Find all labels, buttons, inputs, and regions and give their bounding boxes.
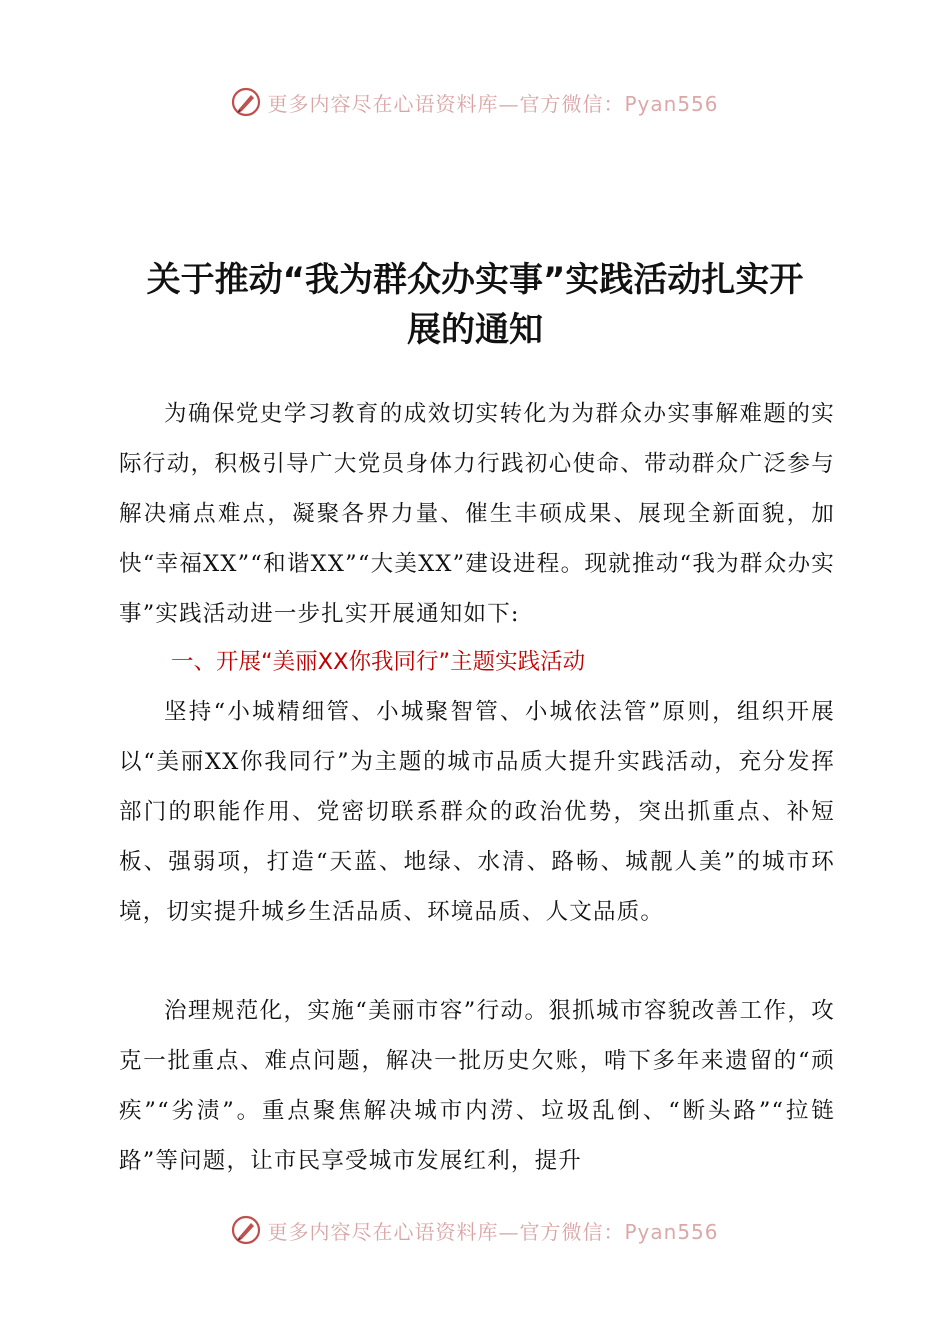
title-line-2: 展的通知 bbox=[407, 310, 543, 350]
watermark-text: 更多内容尽在心语资料库—官方微信：Pyan556 bbox=[267, 91, 719, 116]
title-line-1: 关于推动“我为群众办实事”实践活动扎实开 bbox=[146, 260, 804, 300]
footer-watermark bbox=[0, 1210, 950, 1250]
paragraph-principle: 坚持“小城精细管、小城聚智管、小城依法管”原则，组织开展以“美丽XX你我同行”为主题的城市品质大提升实践活动，充分发挥部门的职能作用、党密切联系群众的政治优势，突出抓重点、补短板、强弱项，打造“天蓝、地绿、水清、路畅、城靓人美”的城市环境，切实提升城乡生活品质、环境品质、人文品质。 bbox=[119, 699, 835, 925]
paragraph-intro: 为确保党史学习教育的成效切实转化为为群众办实事解难题的实际行动，积极引导广大党员身体力行践初心使命、带动群众广泛参与解决痛点难点，凝聚各界力量、催生丰硕成果、展现全新面貌，加快“幸福XX”“和谐XX”“大美XX”建设进程。现就推动“我为群众办实事”实践活动进一步扎实开展通知如下: bbox=[119, 401, 835, 627]
section-heading-1: 一、开展“美丽XX你我同行”主题实践活动 bbox=[171, 649, 586, 675]
watermark-text: 更多内容尽在心语资料库—官方微信：Pyan556 bbox=[267, 1219, 719, 1244]
header-watermark bbox=[0, 82, 950, 122]
pen-logo-icon bbox=[231, 87, 261, 117]
pen-logo-icon bbox=[231, 1215, 261, 1245]
document-title bbox=[100, 255, 850, 355]
paragraph-governance: 治理规范化，实施“美丽市容”行动。狠抓城市容貌改善工作，攻克一批重点、难点问题，解决一批历史欠账，啃下多年来遗留的“顽疾”“劣渍”。重点聚焦解决城市内涝、垃圾乱倒、“断头路”“拉链路”等问题，让市民享受城市发展红利，提升 bbox=[119, 998, 835, 1174]
